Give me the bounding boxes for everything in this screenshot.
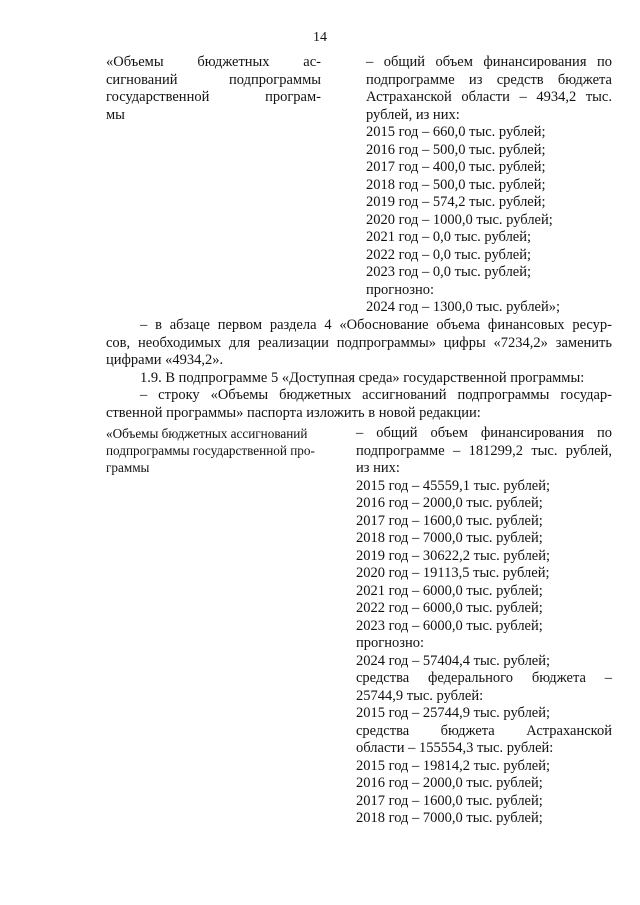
block2-line: 2018 год – 7000,0 тыс. рублей; — [356, 530, 543, 546]
block2-line: 2015 год – 19814,2 тыс. рублей; — [356, 757, 551, 774]
block1-line: 2015 год – 660,0 тыс. рублей; — [366, 124, 546, 140]
block2-line: 2019 год – 30622,2 тыс. рублей; — [356, 547, 551, 564]
block2-line: 2020 год – 19113,5 тыс. рублей; — [356, 565, 550, 581]
block2-line: прогнозно: — [356, 635, 424, 651]
block1-line: 2018 год – 500,0 тыс. рублей; — [366, 176, 546, 193]
block2-line: 2017 год – 1600,0 тыс. рублей; — [356, 512, 543, 529]
block2-line: подпрограмме – 181299,2 тыс. рублей, — [356, 442, 612, 459]
block2-line: из них: — [356, 460, 400, 476]
block2-line: 2023 год – 6000,0 тыс. рублей; — [356, 617, 543, 634]
block1-line: 2019 год – 574,2 тыс. рублей; — [366, 194, 546, 210]
paragraph-line: – в абзаце первом раздела 4 «Обоснование объема финансовых ресур- — [140, 317, 612, 333]
block2-funding — [356, 425, 612, 828]
block2-label-line: подпрограммы государственной про- — [106, 443, 315, 458]
block1-line: 2021 год – 0,0 тыс. рублей; — [366, 229, 532, 245]
block1-line: 2022 год – 0,0 тыс. рублей; — [366, 246, 532, 263]
paragraph-line: цифрами «4934,2». — [106, 352, 224, 368]
block1-line: Астраханской области – 4934,2 тыс. — [366, 89, 612, 105]
block1-label — [106, 54, 321, 124]
body-paragraphs — [106, 317, 612, 422]
block2-line: 2017 год – 1600,0 тыс. рублей; — [356, 792, 543, 809]
block2-line: 2015 год – 25744,9 тыс. рублей; — [356, 705, 551, 721]
block1-line: 2024 год – 1300,0 тыс. рублей»; — [366, 299, 561, 315]
block2-line: 2015 год – 45559,1 тыс. рублей; — [356, 477, 551, 494]
block2-line: 2018 год – 7000,0 тыс. рублей; — [356, 810, 543, 826]
block2-line: 2016 год – 2000,0 тыс. рублей; — [356, 775, 543, 791]
block2-line: 2021 год – 6000,0 тыс. рублей; — [356, 582, 543, 599]
paragraph-line: 1.9. В подпрограмме 5 «Доступная среда» государственной программы: — [140, 369, 585, 386]
block1-line: 2020 год – 1000,0 тыс. рублей; — [366, 211, 553, 228]
block2-line: 25744,9 тыс. рублей: — [356, 687, 484, 704]
page-number: 14 — [313, 30, 327, 45]
block2-label-line: «Объемы бюджетных ассигнований — [106, 426, 308, 441]
block1-label-line: «Объемы бюджетных ас- — [106, 54, 321, 70]
block1-line: 2023 год – 0,0 тыс. рублей; — [366, 264, 532, 280]
block2-label-line: граммы — [106, 460, 150, 475]
block2-line: – общий объем финансирования по — [356, 425, 612, 441]
block2-line: области – 155554,3 тыс. рублей: — [356, 740, 554, 756]
paragraph-line: ственной программы» паспорта изложить в новой редакции: — [106, 404, 481, 421]
block1-line: – общий объем финансирования по — [366, 54, 612, 70]
block1-label-line: сигнований подпрограммы — [106, 71, 321, 88]
paragraph-line: – строку «Объемы бюджетных ассигнований подпрограммы государ- — [140, 387, 612, 403]
block1-line: прогнозно: — [366, 281, 434, 298]
block2-line: 2016 год – 2000,0 тыс. рублей; — [356, 495, 543, 511]
block2-line: средства бюджета Астраханской — [356, 722, 612, 739]
block1-line: рублей, из них: — [366, 106, 460, 123]
block2-label — [106, 425, 346, 476]
block1-line: подпрограмме из средств бюджета — [366, 71, 612, 88]
block1-label-line: государственной програм- — [106, 89, 321, 105]
paragraph-line: сов, необходимых для реализации подпрограммы» цифры «7234,2» заменить — [106, 334, 612, 351]
block2-line: 2022 год – 6000,0 тыс. рублей; — [356, 600, 543, 616]
block1-funding — [366, 54, 612, 317]
block2-line: средства федерального бюджета – — [356, 670, 612, 686]
block2-line: 2024 год – 57404,4 тыс. рублей; — [356, 652, 551, 669]
block1-line: 2016 год – 500,0 тыс. рублей; — [366, 141, 546, 158]
block1-label-line: мы — [106, 106, 125, 123]
block1-line: 2017 год – 400,0 тыс. рублей; — [366, 159, 546, 175]
